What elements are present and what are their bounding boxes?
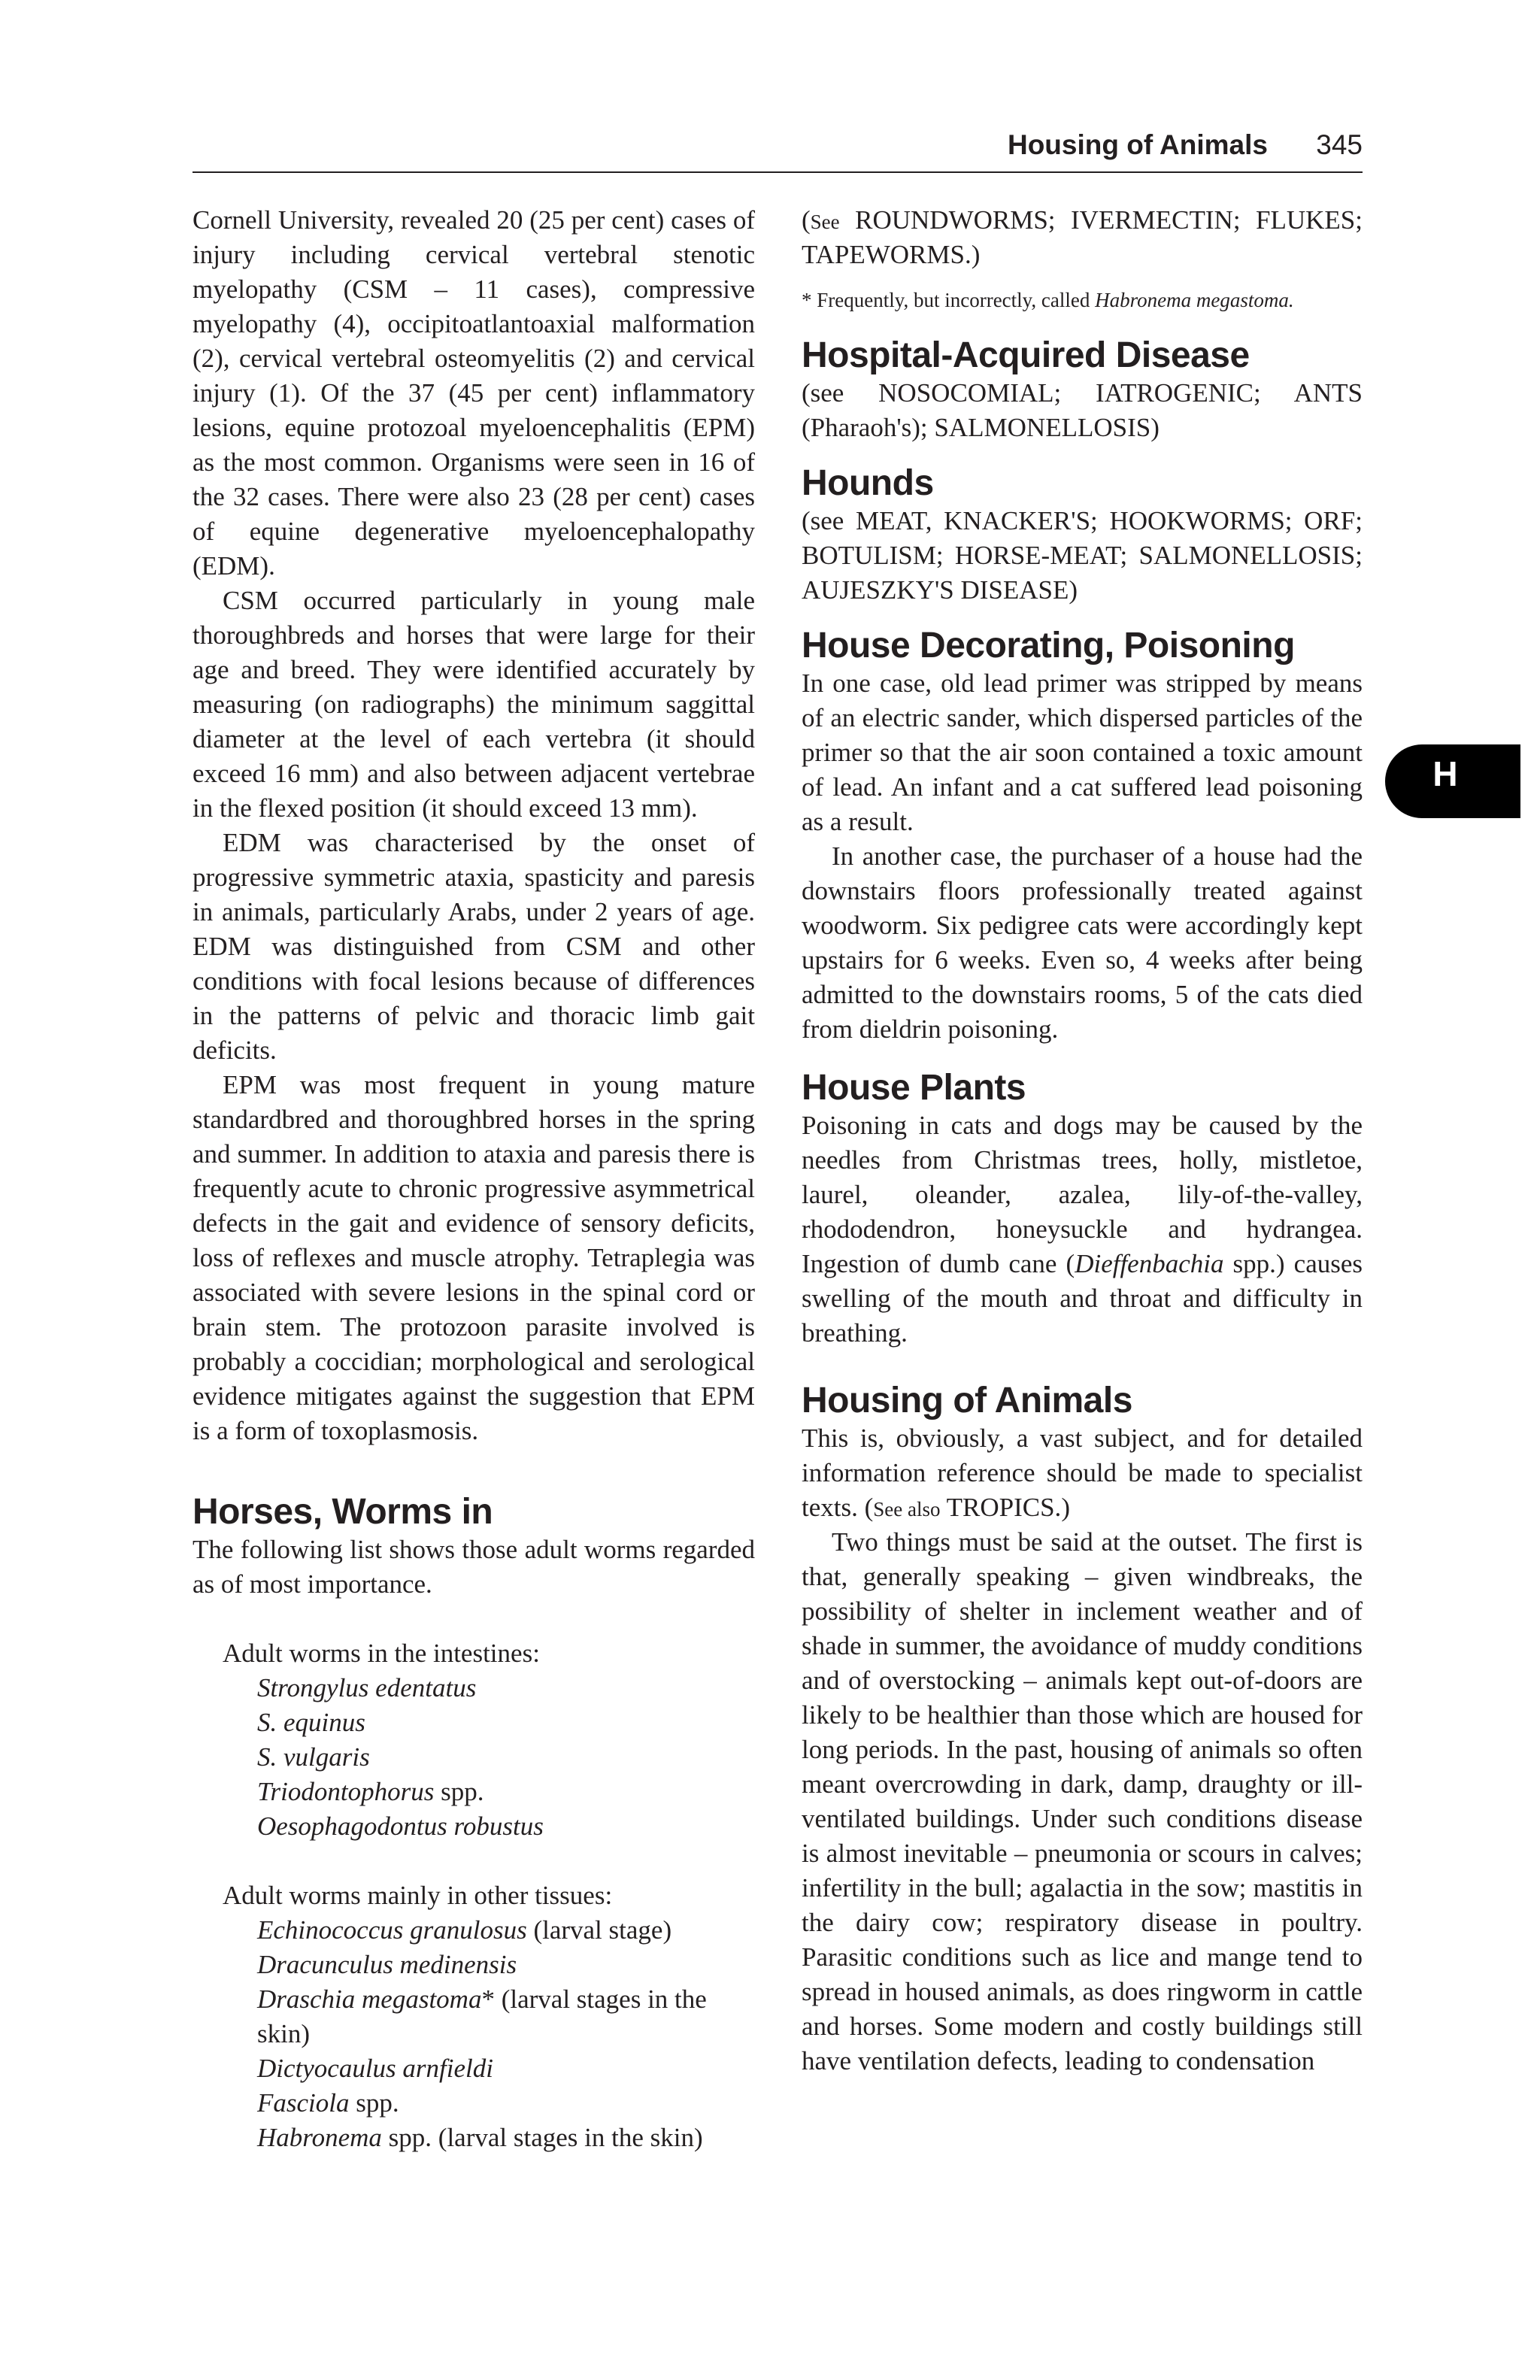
- paragraph: Cornell University, revealed 20 (25 per cent) cases of injury including cervical vertebral stenotic myelopathy (CSM – 11 cases), compressive myelopathy (4), occipitoatlantoaxial malformation (2), cervical vertebral osteomyelitis (2) and cervical injury (1). Of the 37 (45 per cent) inflammatory lesions, equine protozoal myeloencephalitis (EPM) as the most common. Organisms were seen in 16 of the 32 cases. There were also 23 (28 per cent) cases of equine degenerative myeloencephalopathy (EDM).: [192, 205, 755, 581]
- paragraph: The following list shows those adult worms regarded as of most importance.: [192, 1535, 755, 1599]
- list-item: Habronema spp. (larval stages in the skin): [257, 2123, 703, 2152]
- cross-reference: (see MEAT, KNACKER'S; HOOKWORMS; ORF; BOTULISM; HORSE-MEAT; SALMONELLOSIS; AUJESZKY'S DISEASE): [802, 506, 1363, 605]
- page-number: 345: [1316, 129, 1363, 160]
- paragraph: This is, obviously, a vast subject, and for detailed information reference should be made to specialist texts. (See also TROPICS.): [802, 1423, 1363, 1522]
- footnote: * Frequently, but incorrectly, called Habronema megastoma.: [802, 289, 1294, 311]
- thumb-index-tab: [1385, 744, 1520, 818]
- list-item: Dictyocaulus arnfieldi: [257, 2054, 493, 2083]
- left-column: [192, 203, 755, 2155]
- list-item: Fasciola spp.: [257, 2088, 399, 2118]
- worm-list-tissues: [223, 1878, 755, 2155]
- list-item: Strongylus edentatus: [257, 1673, 477, 1702]
- entry-heading: Housing of Animals: [802, 1381, 1132, 1420]
- list-item: Dracunculus medinensis: [257, 1950, 517, 1979]
- list-label: Adult worms in the intestines:: [223, 1639, 540, 1668]
- right-column: [802, 203, 1363, 2078]
- list-item: S. equinus: [257, 1708, 365, 1737]
- entry-heading: Hounds: [802, 463, 934, 503]
- paragraph: Two things must be said at the outset. The first is that, generally speaking – given windbreaks, the possibility of shelter in inclement weather and of shade in summer, the avoidance of muddy conditions and of overstocking – animals kept out-of-doors are likely to be healthier than those which are housed for long periods. In the past, housing of animals so often meant overcrowding in dark, damp, draughty or ill-ventilated buildings. Under such conditions disease is almost inevitable – pneumonia or scours in calves; infertility in the bull; agalactia in the sow; mastitis in the dairy cow; respiratory disease in poultry. Parasitic conditions such as lice and mange tend to spread in housed animals, as does ringworm in cattle and horses. Some modern and costly buildings still have ventilation defects, leading to condensation: [802, 1527, 1363, 2075]
- paragraph: EPM was most frequent in young mature standardbred and thoroughbred horses in the spring and summer. In addition to ataxia and paresis there is frequently acute to chronic progressive asymmetrical defects in the gait and evidence of sensory deficits, loss of reflexes and muscle atrophy. Tetraplegia was associated with severe lesions in the spinal cord or brain stem. The protozoon parasite involved is probably a coccidian; morphological and serological evidence mitigates against the suggestion that EPM is a form of toxoplasmosis.: [192, 1070, 755, 1445]
- entry-heading: House Plants: [802, 1068, 1026, 1108]
- list-item: S. vulgaris: [257, 1742, 370, 1772]
- list-item: Triodontophorus spp.: [257, 1777, 484, 1806]
- entry-heading: Horses, Worms in: [192, 1492, 493, 1532]
- list-label: Adult worms mainly in other tissues:: [223, 1881, 613, 1910]
- paragraph: In another case, the purchaser of a house had the downstairs floors professionally treated against woodworm. Six pedigree cats were accordingly kept upstairs for 6 weeks. Even so, 4 weeks after being admitted to the downstairs rooms, 5 of the cats died from dieldrin poisoning.: [802, 841, 1363, 1044]
- list-item: Draschia megastoma* (larval stages in the skin): [257, 1984, 707, 2048]
- paragraph: EDM was characterised by the onset of progressive symmetric ataxia, spasticity and paresis in animals, particularly Arabs, under 2 years of age. EDM was distinguished from CSM and other conditions with focal lesions because of differences in the patterns of pelvic and thoracic limb gait deficits.: [192, 828, 755, 1065]
- list-item: Oesophagodontus robustus: [257, 1812, 544, 1841]
- entry-heading: House Decorating, Poisoning: [802, 626, 1295, 665]
- list-item: Echinococcus granulosus (larval stage): [257, 1915, 672, 1945]
- thumb-index-letter: H: [1432, 754, 1458, 793]
- cross-reference: (See ROUNDWORMS; IVERMECTIN; FLUKES; TAPEWORMS.): [802, 205, 1363, 269]
- cross-reference: (see NOSOCOMIAL; IATROGENIC; ANTS (Pharaoh's); SALMONELLOSIS): [802, 378, 1363, 442]
- entry-heading: Hospital-Acquired Disease: [802, 335, 1250, 375]
- running-header-title: Housing of Animals: [1007, 129, 1268, 160]
- worm-list-intestines: [223, 1636, 755, 1844]
- running-header: [192, 113, 1363, 173]
- paragraph: Poisoning in cats and dogs may be caused by the needles from Christmas trees, holly, mistletoe, laurel, oleander, azalea, lily-of-the-valley, rhododendron, honeysuckle and hydrangea. Ingestion of dumb cane (Dieffenbachia spp.) causes swelling of the mouth and throat and difficulty in breathing.: [802, 1111, 1363, 1348]
- paragraph: In one case, old lead primer was stripped by means of an electric sander, which dispersed particles of the primer so that the air soon contained a toxic amount of lead. An infant and a cat suffered lead poisoning as a result.: [802, 669, 1363, 836]
- paragraph: CSM occurred particularly in young male thoroughbreds and horses that were large for their age and breed. They were identified accurately by measuring (on radiographs) the minimum saggittal diameter at the level of each vertebra (it should exceed 16 mm) and also between adjacent vertebrae in the flexed position (it should exceed 13 mm).: [192, 586, 755, 823]
